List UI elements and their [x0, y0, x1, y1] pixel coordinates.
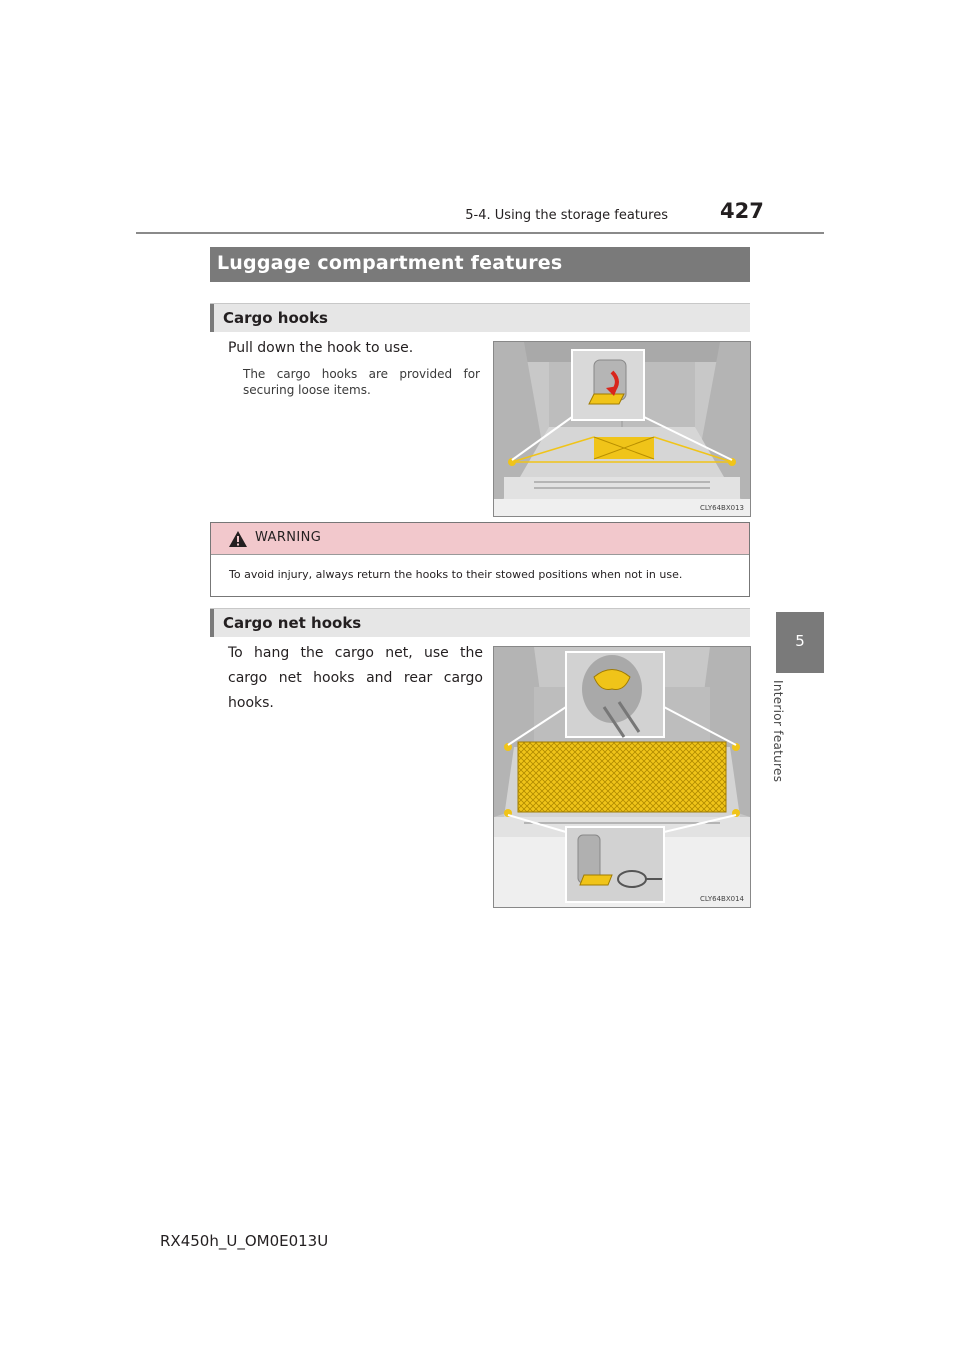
- cargo-hooks-illustration: [493, 341, 751, 517]
- section-title-bar: [210, 247, 750, 282]
- warning-text: To avoid injury, always return the hooks to their stowed positions when not in use.: [229, 568, 683, 581]
- cargo-hooks-heading: Cargo hooks: [223, 309, 328, 327]
- heading-accent: [210, 609, 214, 637]
- figure-code: CLY64BX014: [700, 895, 744, 903]
- cargo-hooks-instruction: Pull down the hook to use.: [228, 340, 414, 356]
- cargo-net-hooks-illustration: [493, 646, 751, 908]
- manual-id-footer: RX450h_U_OM0E013U: [160, 1232, 329, 1250]
- cargo-net-drawing: [494, 647, 750, 907]
- chapter-tab: [776, 612, 824, 673]
- cargo-net-hooks-heading-bar: [210, 608, 750, 637]
- chapter-title-vertical: [771, 680, 791, 784]
- heading-accent: [210, 304, 214, 332]
- figure-code: CLY64BX013: [700, 504, 744, 512]
- cargo-hooks-heading-bar: [210, 303, 750, 332]
- cargo-hooks-drawing: [494, 342, 750, 516]
- section-title: Luggage compartment features: [217, 252, 563, 274]
- page-number: 427: [720, 199, 764, 223]
- cargo-net-hooks-heading: Cargo net hooks: [223, 614, 362, 632]
- header-rule: [136, 232, 824, 234]
- warning-title: WARNING: [255, 530, 322, 545]
- chapter-title: Interior features: [771, 680, 785, 783]
- warning-box: [210, 522, 750, 597]
- warning-triangle-icon: [228, 530, 248, 548]
- chapter-number: 5: [795, 632, 805, 650]
- cargo-hooks-note: The cargo hooks are provided for securing loose items.: [243, 367, 480, 397]
- running-header-section: 5-4. Using the storage features: [465, 208, 668, 223]
- cargo-net-hooks-instruction: To hang the cargo net, use the cargo net hooks and rear cargo hooks.: [228, 645, 483, 711]
- warning-header: [211, 523, 749, 555]
